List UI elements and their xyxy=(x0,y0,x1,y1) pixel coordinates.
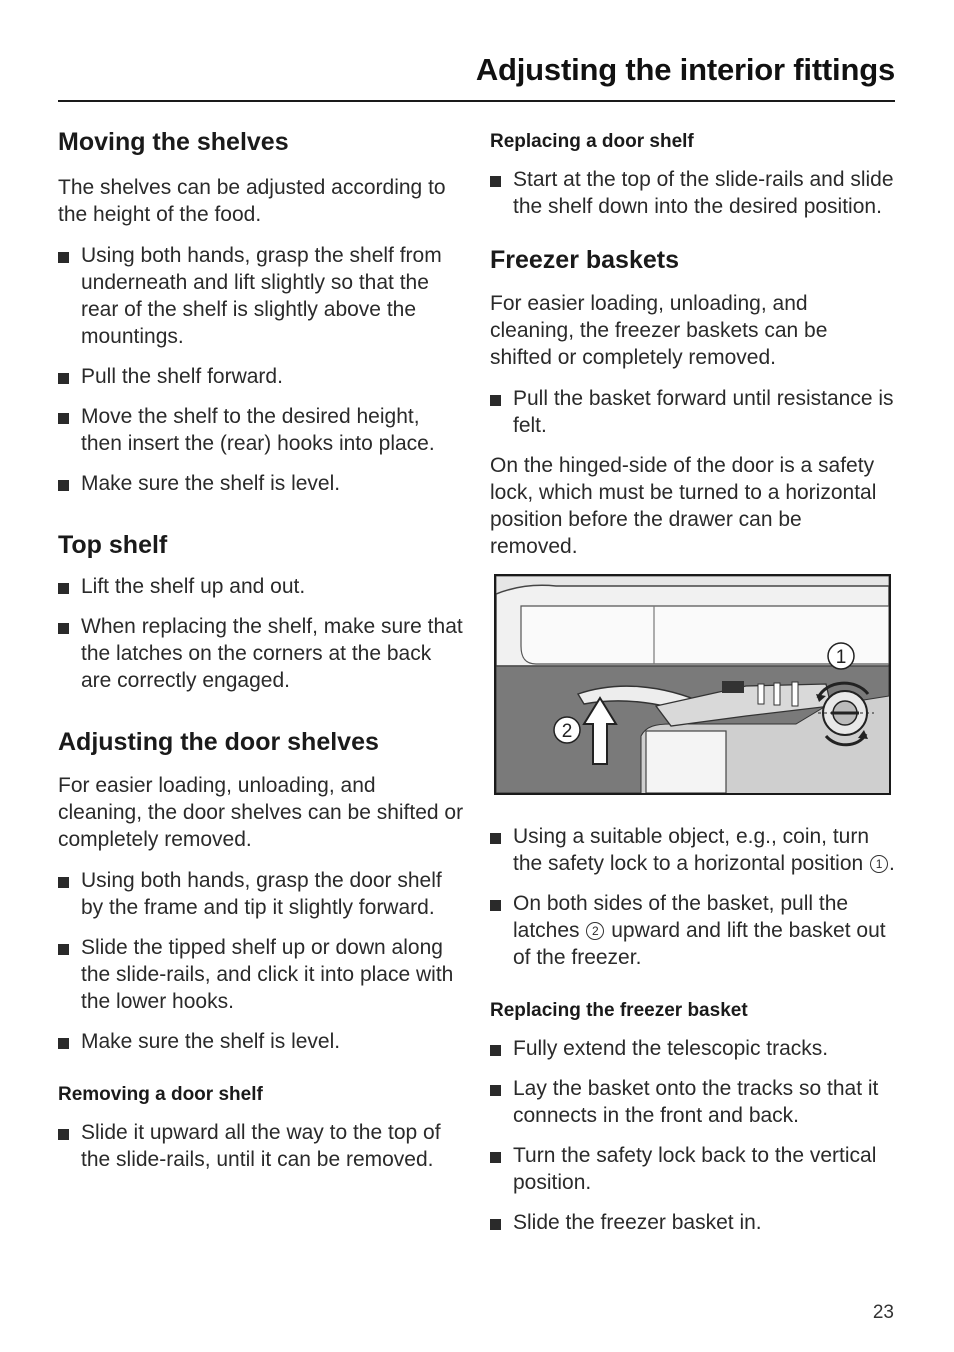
heading-door-shelves: Adjusting the door shelves xyxy=(58,728,379,756)
list-item: Make sure the shelf is level. xyxy=(58,1028,464,1055)
list-item: Pull the basket forward until resistance is felt. xyxy=(490,385,895,439)
replacing-freezer-basket-steps xyxy=(490,1035,895,1236)
step-text: On both sides of the basket, pull the latches xyxy=(513,892,849,942)
list-item: Slide the tipped shelf up or down along the slide-rails, and click it into place with the lower hooks. xyxy=(58,934,464,1015)
list-item: Using both hands, grasp the door shelf by the frame and tip it slightly forward. xyxy=(58,867,464,921)
list-item: Make sure the shelf is level. xyxy=(58,470,464,497)
page-number: 23 xyxy=(872,1302,894,1323)
list-item: Move the shelf to the desired height, then insert the (rear) hooks into place. xyxy=(58,403,464,457)
moving-shelves-steps xyxy=(58,242,464,497)
callout-marker-2: 2 xyxy=(586,922,604,940)
list-item xyxy=(490,823,895,877)
list-item: Start at the top of the slide-rails and slide the shelf down into the desired position. xyxy=(490,166,895,220)
freezer-latch-drawing xyxy=(496,576,889,793)
right-column xyxy=(490,124,895,1249)
left-column xyxy=(58,124,464,1186)
slot xyxy=(774,683,780,705)
list-item: Lay the basket onto the tracks so that it connects in the front and back. xyxy=(490,1075,895,1129)
list-item: Lift the shelf up and out. xyxy=(58,573,464,600)
door-shelves-steps xyxy=(58,867,464,1055)
safety-lock-steps xyxy=(490,823,895,971)
step-text: upward and lift the basket out of the freezer. xyxy=(513,919,886,969)
list-item: Fully extend the telescopic tracks. xyxy=(490,1035,895,1062)
door-shelves-intro: For easier loading, unloading, and cleaning, the door shelves can be shifted or completely removed. xyxy=(58,774,464,851)
list-item: When replacing the shelf, make sure that the latches on the corners at the back are correctly engaged. xyxy=(58,613,464,694)
safety-lock-note: On the hinged-side of the door is a safety lock, which must be turned to a horizontal position before the drawer can be removed. xyxy=(490,454,877,558)
freezer-basket-illustration xyxy=(494,574,891,795)
heading-moving-shelves: Moving the shelves xyxy=(58,128,289,156)
top-shelf-steps xyxy=(58,573,464,694)
freezer-baskets-steps xyxy=(490,385,895,439)
page-header xyxy=(58,50,895,102)
callout-1-label: 1 xyxy=(835,647,847,668)
heading-top-shelf: Top shelf xyxy=(58,531,168,559)
list-item: Turn the safety lock back to the vertical position. xyxy=(490,1142,895,1196)
freezer-baskets-intro: For easier loading, unloading, and cleaning, the freezer baskets can be shifted or completely removed. xyxy=(490,292,828,369)
callout-marker-1: 1 xyxy=(870,855,888,873)
list-item: Pull the shelf forward. xyxy=(58,363,464,390)
heading-replacing-freezer-basket: Replacing the freezer basket xyxy=(490,1000,748,1021)
callout-2-label: 2 xyxy=(561,721,573,742)
slot xyxy=(722,681,744,693)
removing-door-shelf-steps xyxy=(58,1119,464,1173)
moving-shelves-intro: The shelves can be adjusted according to the height of the food. xyxy=(58,176,446,226)
list-item: Using both hands, grasp the shelf from underneath and lift slightly so that the rear of the shelf is slightly above the mountings. xyxy=(58,242,464,350)
heading-removing-door-shelf: Removing a door shelf xyxy=(58,1084,263,1105)
heading-freezer-baskets: Freezer baskets xyxy=(490,246,680,274)
heading-replacing-door-shelf: Replacing a door shelf xyxy=(490,131,694,152)
list-item: Slide the freezer basket in. xyxy=(490,1209,895,1236)
list-item xyxy=(490,890,895,971)
page-title: Adjusting the interior fittings xyxy=(475,52,895,87)
step-text: Using a suitable object, e.g., coin, turn the safety lock to a horizontal position xyxy=(513,825,870,875)
slot xyxy=(792,682,798,706)
replacing-door-shelf-steps xyxy=(490,166,895,220)
slot xyxy=(758,684,764,704)
step-text: . xyxy=(889,852,895,875)
basket-corner xyxy=(646,731,726,793)
list-item: Slide it upward all the way to the top of the slide-rails, until it can be removed. xyxy=(58,1119,464,1173)
